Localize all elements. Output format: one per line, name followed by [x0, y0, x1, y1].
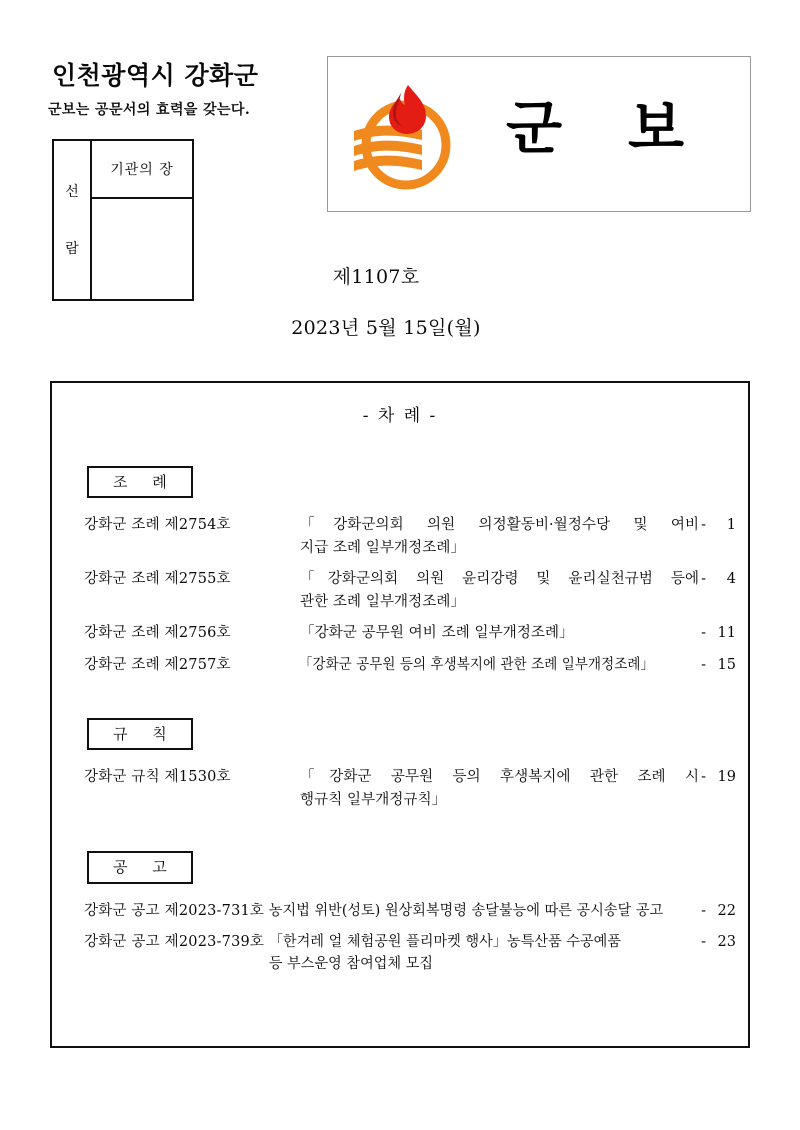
toc-entry-dash: -	[701, 769, 706, 786]
toc-entry[interactable]	[52, 900, 748, 922]
toc-entry-title	[284, 654, 670, 676]
toc-entry-title	[284, 514, 699, 559]
toc-entry-title-line-2: 관한 조례 일부개정조례」	[300, 593, 466, 610]
toc-entry-dash: -	[701, 902, 706, 919]
toc-entry-title-line-1: 「강화군 공무원 여비 조례 일부개정조례」	[300, 625, 574, 642]
toc-entry-title	[264, 900, 686, 922]
page-title: 인천광역시 강화군	[52, 61, 259, 90]
seal-head-label: 기관의 장	[92, 141, 192, 199]
section-header-notice	[52, 851, 748, 883]
section-header-rule	[52, 718, 748, 750]
section-entries-rule	[52, 766, 748, 811]
toc-entry-title-line-1: 「한겨레 얼 체험공원 플리마켓 행사」농특산품 수공예품	[269, 933, 622, 950]
toc-entry-dash: -	[701, 933, 706, 950]
toc-entry-title	[284, 766, 699, 811]
toc-entry-dash: -	[701, 625, 706, 642]
toc-entry-page: 11	[717, 625, 736, 642]
masthead-box	[327, 56, 751, 212]
toc-entry-ref: 강화군 조례 제2757호	[84, 656, 231, 673]
seal-label-char-1: 선	[65, 183, 79, 200]
issue-date: 2023년 5월 15일(월)	[291, 317, 481, 339]
section-chip-label: 조 례	[87, 466, 193, 498]
toc-entry-page: 19	[717, 769, 736, 786]
masthead-word-1: 군	[506, 94, 563, 162]
section-entries-ordinance	[52, 514, 748, 676]
toc-entry-title-line-1: 「강화군 공무원 등의 후생복지에 관한 조례 일부개정조례」	[298, 656, 655, 673]
toc-entry-ref: 강화군 조례 제2755호	[84, 571, 231, 588]
toc-entry-page: 15	[717, 656, 736, 673]
toc-entry-page: 4	[726, 571, 736, 588]
toc-entry-page: 23	[717, 933, 736, 950]
table-of-contents	[50, 381, 750, 1048]
toc-entry-title	[264, 931, 686, 976]
toc-entry-title-line-1: 「강화군의회 의원 의정활동비·월정수당 및 여비	[300, 517, 700, 534]
toc-entry-title	[284, 622, 699, 644]
toc-entry-dash: -	[701, 571, 706, 588]
gazette-subtitle: 군보는 공문서의 효력을 갖는다.	[48, 102, 251, 118]
toc-entry-title-line-1: 「강화군 공무원 등의 후생복지에 관한 조례 시	[300, 769, 700, 786]
toc-entry-ref: 강화군 조례 제2756호	[84, 625, 231, 642]
toc-entry-ref: 강화군 공고 제2023-739호	[84, 933, 265, 950]
toc-entry[interactable]	[52, 622, 748, 644]
masthead-word-2: 보	[628, 94, 685, 162]
toc-entry-title-line-1: 농지법 위반(성토) 원상회복명령 송달불능에 따른 공시송달 공고	[269, 902, 664, 919]
section-chip-label: 공 고	[87, 851, 193, 883]
toc-entry-dash: -	[701, 517, 706, 534]
section-entries-notice	[52, 900, 748, 976]
toc-entry[interactable]	[52, 931, 748, 976]
section-chip-label: 규 칙	[87, 718, 193, 750]
toc-entry-title	[284, 568, 699, 613]
toc-entry-title-line-1: 「강화군의회 의원 윤리강령 및 윤리실천규범 등에	[300, 571, 700, 588]
seal-label-char-2: 람	[65, 240, 79, 257]
issue-number: 제1107호	[332, 266, 420, 288]
toc-entry[interactable]	[52, 766, 748, 811]
toc-entry-ref: 강화군 조례 제2754호	[84, 517, 231, 534]
toc-heading: - 차 례 -	[362, 406, 438, 426]
section-header-ordinance	[52, 466, 748, 498]
toc-entry[interactable]	[52, 654, 748, 676]
document-header	[0, 0, 800, 360]
toc-entry-dash: -	[701, 656, 706, 673]
toc-entry-title-line-2: 행규칙 일부개정규칙」	[300, 791, 447, 808]
toc-entry-title-line-2: 등 부스운영 참여업체 모집	[269, 956, 434, 973]
toc-entry[interactable]	[52, 568, 748, 613]
toc-entry-page: 1	[726, 517, 736, 534]
toc-entry-ref: 강화군 공고 제2023-731호	[84, 902, 265, 919]
toc-entry-page: 22	[717, 902, 736, 919]
toc-entry-ref: 강화군 규칙 제1530호	[84, 769, 231, 786]
ganghwa-county-emblem-icon	[346, 73, 466, 195]
toc-entry[interactable]	[52, 514, 748, 559]
toc-entry-title-line-2: 지급 조례 일부개정조례」	[300, 539, 466, 556]
